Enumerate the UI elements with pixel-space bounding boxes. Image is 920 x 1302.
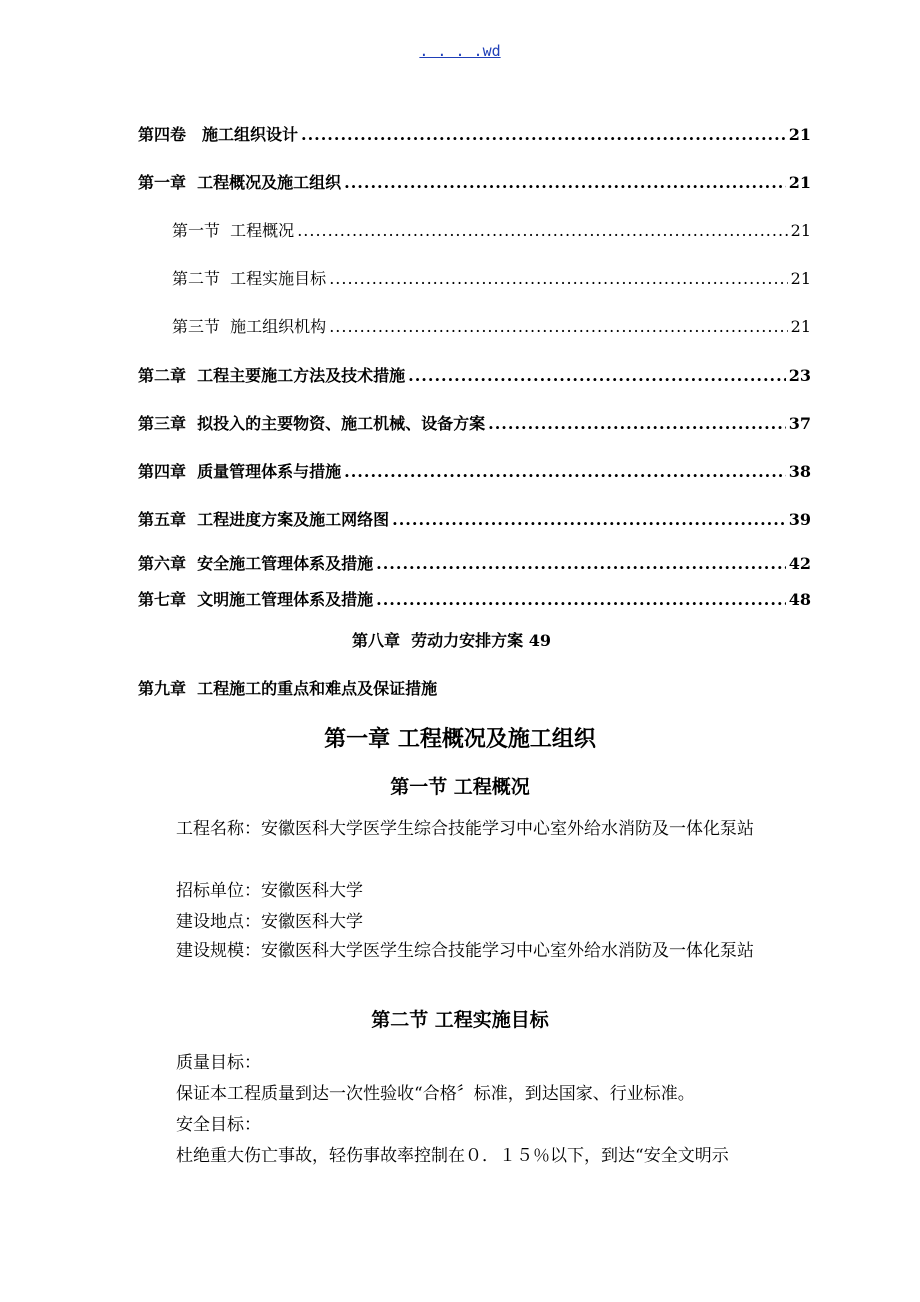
- toc-entry-page: 48: [788, 590, 811, 609]
- toc-leader-dots: [344, 172, 786, 194]
- toc-entry-title: 第五章 工程进度方案及施工网络图: [138, 510, 390, 529]
- toc-entry-page: 38: [788, 462, 811, 481]
- section-title-1: 第一节 工程概况: [390, 776, 530, 798]
- toc-leader-dots: [301, 124, 786, 146]
- toc-entry-title: 第二章 工程主要施工方法及技术措施: [138, 366, 406, 385]
- toc-entry-chapter4[interactable]: [138, 461, 811, 483]
- toc-entry-chapter2[interactable]: [138, 365, 811, 387]
- toc-entry-title: 第四卷 施工组织设计: [138, 125, 299, 144]
- toc-leader-dots: [488, 413, 786, 435]
- toc-entry-chapter6[interactable]: [138, 553, 811, 575]
- toc-leader-dots: [376, 553, 786, 575]
- toc-entry-page: 21: [790, 221, 811, 240]
- safety-text: 杜绝重大伤亡事故，轻伤事故率控制在０．１５％以下，到达“安全文明示: [176, 1146, 729, 1166]
- toc-entry-page: 37: [788, 414, 811, 433]
- toc-entry-title: 第一章 工程概况及施工组织: [138, 173, 342, 192]
- toc-entry-chapter3[interactable]: [138, 413, 811, 435]
- quality-label: 质量目标：: [176, 1053, 261, 1073]
- toc-entry-title: 第三节 施工组织机构: [172, 317, 327, 336]
- toc-entry-title: 第二节 工程实施目标: [172, 269, 327, 288]
- toc-entry-title: 第四章 质量管理体系与措施: [138, 462, 342, 481]
- toc-leader-dots: [392, 509, 786, 531]
- toc-entry-chapter7[interactable]: [138, 589, 811, 611]
- project-name-paragraph: [140, 814, 790, 845]
- toc-entry-title: 第三章 拟投入的主要物资、施工机械、设备方案: [138, 414, 486, 433]
- toc-entry-title: 第六章 安全施工管理体系及措施: [138, 554, 374, 573]
- toc-entry-chapter1[interactable]: [138, 172, 811, 194]
- section-title-2: 第二节 工程实施目标: [371, 1009, 549, 1031]
- toc-entry-page: 23: [788, 366, 811, 385]
- toc-entry-title: 第七章 文明施工管理体系及措施: [138, 590, 374, 609]
- toc-entry-page: 42: [788, 554, 811, 573]
- toc-leader-dots: [297, 220, 787, 242]
- toc-entry-section2[interactable]: [172, 268, 811, 290]
- bidder-line: 招标单位：安徽医科大学: [176, 881, 363, 901]
- toc-entry-page: 21: [790, 317, 811, 336]
- toc-leader-dots: [329, 268, 787, 290]
- scale-text: 建设规模：安徽医科大学医学生综合技能学习中心室外给水消防及一体化泵站: [176, 941, 754, 961]
- toc-leader-dots: [329, 316, 787, 338]
- toc-leader-dots: [376, 589, 786, 611]
- toc-entry-section1[interactable]: [172, 220, 811, 242]
- toc-entry-page: 21: [788, 173, 811, 192]
- location-line: 建设地点：安徽医科大学: [176, 912, 363, 932]
- toc-entry-page: 21: [790, 269, 811, 288]
- toc-leader-dots: [408, 365, 786, 387]
- toc-leader-dots: [344, 461, 786, 483]
- toc-entry-chapter5[interactable]: [138, 509, 811, 531]
- scale-paragraph: [140, 936, 790, 967]
- page-header: . . . .wd: [419, 42, 501, 60]
- toc-entry-page: 39: [788, 510, 811, 529]
- chapter-title: 第一章 工程概况及施工组织: [324, 726, 596, 752]
- toc-entry-chapter8[interactable]: 第八章 劳动力安排方案 49: [352, 631, 551, 650]
- toc-entry-volume4[interactable]: [138, 124, 811, 146]
- project-name-text: 工程名称：安徽医科大学医学生综合技能学习中心室外给水消防及一体化泵站: [176, 819, 754, 839]
- toc-entry-chapter9[interactable]: 第九章 工程施工的重点和难点及保证措施: [138, 679, 438, 698]
- safety-label: 安全目标：: [176, 1115, 261, 1135]
- toc-entry-section3[interactable]: [172, 316, 811, 338]
- quality-text: 保证本工程质量到达一次性验收“合格〞标准，到达国家、行业标准。: [176, 1084, 695, 1104]
- toc-entry-title: 第一节 工程概况: [172, 221, 295, 240]
- toc-entry-page: 21: [788, 125, 811, 144]
